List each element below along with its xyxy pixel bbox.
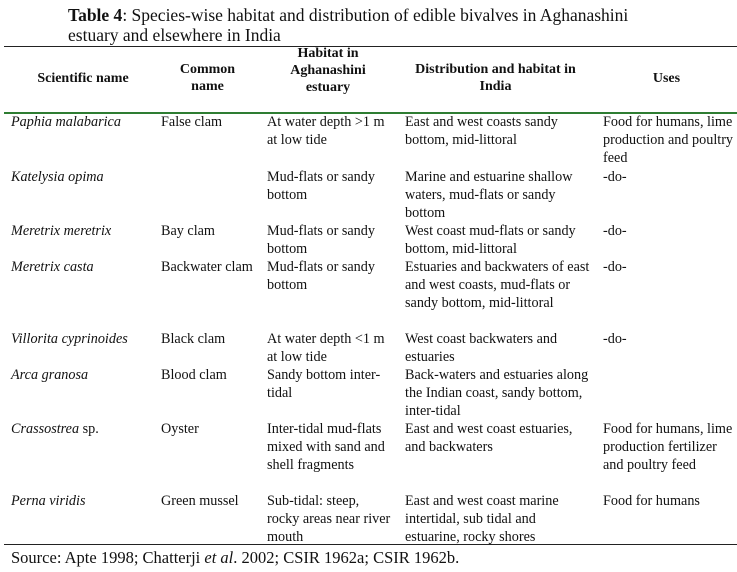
table-caption	[68, 5, 668, 45]
cell-scientific-name	[11, 420, 159, 438]
scientific-name-suffix: sp.	[79, 421, 99, 437]
cell-uses: Food for humans	[603, 493, 700, 509]
cell-distribution: West coast mud-flats or sandy bottom, mid-littoral	[405, 223, 576, 257]
cell-scientific-name	[11, 330, 159, 348]
cell-common-name: Oyster	[161, 421, 199, 437]
cell-common-name: Green mussel	[161, 493, 239, 509]
cell-distribution: Marine and estuarine shallow waters, mud-flats or sandy bottom	[405, 169, 573, 221]
table-label: Table 4	[68, 5, 123, 25]
column-header-distribution-india: Distribution and habitat in India	[415, 62, 576, 94]
cell-habitat: At water depth >1 m at low tide	[267, 114, 385, 148]
cell-habitat: Sub-tidal: steep, rocky areas near river mouth	[267, 493, 391, 545]
source-etal: et al	[204, 548, 234, 567]
cell-habitat: At water depth <1 m at low tide	[267, 331, 385, 365]
source-suffix: . 2002; CSIR 1962a; CSIR 1962b.	[233, 548, 460, 567]
source-prefix: Source: Apte 1998; Chatterji	[11, 548, 205, 567]
cell-uses: -do-	[603, 169, 627, 185]
column-header-common-name: Common name	[179, 62, 236, 94]
cell-scientific-name	[11, 222, 159, 240]
cell-scientific-name	[11, 113, 159, 131]
cell-habitat: Mud-flats or sandy bottom	[267, 223, 375, 257]
cell-uses: -do-	[603, 331, 627, 347]
cell-habitat: Mud-flats or sandy bottom	[267, 169, 375, 203]
scientific-name-text: Perna viridis	[11, 493, 86, 509]
scientific-name-text: Katelysia opima	[11, 169, 104, 185]
cell-scientific-name	[11, 258, 159, 276]
cell-habitat: Mud-flats or sandy bottom	[267, 259, 375, 293]
cell-common-name: False clam	[161, 114, 223, 130]
cell-distribution: East and west coast estuaries, and backwaters	[405, 421, 573, 455]
cell-common-name: Black clam	[161, 331, 226, 347]
cell-uses: Food for humans, lime production and poultry feed	[603, 114, 734, 166]
cell-distribution: Estuaries and backwaters of east and west coasts, mud-flats or sandy bottom, mid-littoral	[405, 259, 590, 311]
table-caption-text: : Species-wise habitat and distribution of edible bivalves in Aghanashini estuary and elsewhere in India	[68, 5, 629, 45]
cell-distribution: East and west coasts sandy bottom, mid-littoral	[405, 114, 558, 148]
column-header-uses: Uses	[652, 71, 681, 86]
cell-scientific-name	[11, 168, 159, 186]
scientific-name-text: Paphia malabarica	[11, 114, 121, 130]
column-header-habitat-aghanashini: Habitat in Aghanashini estuary	[290, 46, 366, 95]
cell-distribution: West coast backwaters and estuaries	[405, 331, 558, 365]
cell-habitat: Sandy bottom inter-tidal	[267, 367, 381, 401]
cell-distribution: East and west coast marine intertidal, sub tidal and estuarine, rocky shores	[405, 493, 559, 545]
cell-uses: -do-	[603, 259, 627, 275]
scientific-name-text: Meretrix casta	[11, 259, 94, 275]
table-bottom-rule	[4, 544, 737, 545]
scientific-name-text: Crassostrea	[11, 421, 80, 437]
scientific-name-text: Meretrix meretrix	[11, 223, 112, 239]
cell-scientific-name	[11, 492, 159, 510]
cell-uses: Food for humans, lime production fertilizer and poultry feed	[603, 421, 733, 473]
cell-distribution: Back-waters and estuaries along the Indian coast, sandy bottom, inter-tidal	[405, 367, 589, 419]
cell-uses: -do-	[603, 223, 627, 239]
scientific-name-text: Arca granosa	[11, 367, 89, 383]
cell-habitat: Inter-tidal mud-flats mixed with sand and shell fragments	[267, 421, 385, 473]
scientific-name-text: Villorita cyprinoides	[11, 331, 128, 347]
column-header-scientific-name: Scientific name	[37, 71, 129, 86]
cell-common-name: Bay clam	[161, 223, 215, 239]
source-note	[11, 548, 459, 568]
cell-scientific-name	[11, 366, 159, 384]
cell-common-name: Backwater clam	[161, 259, 253, 275]
cell-common-name: Blood clam	[161, 367, 227, 383]
